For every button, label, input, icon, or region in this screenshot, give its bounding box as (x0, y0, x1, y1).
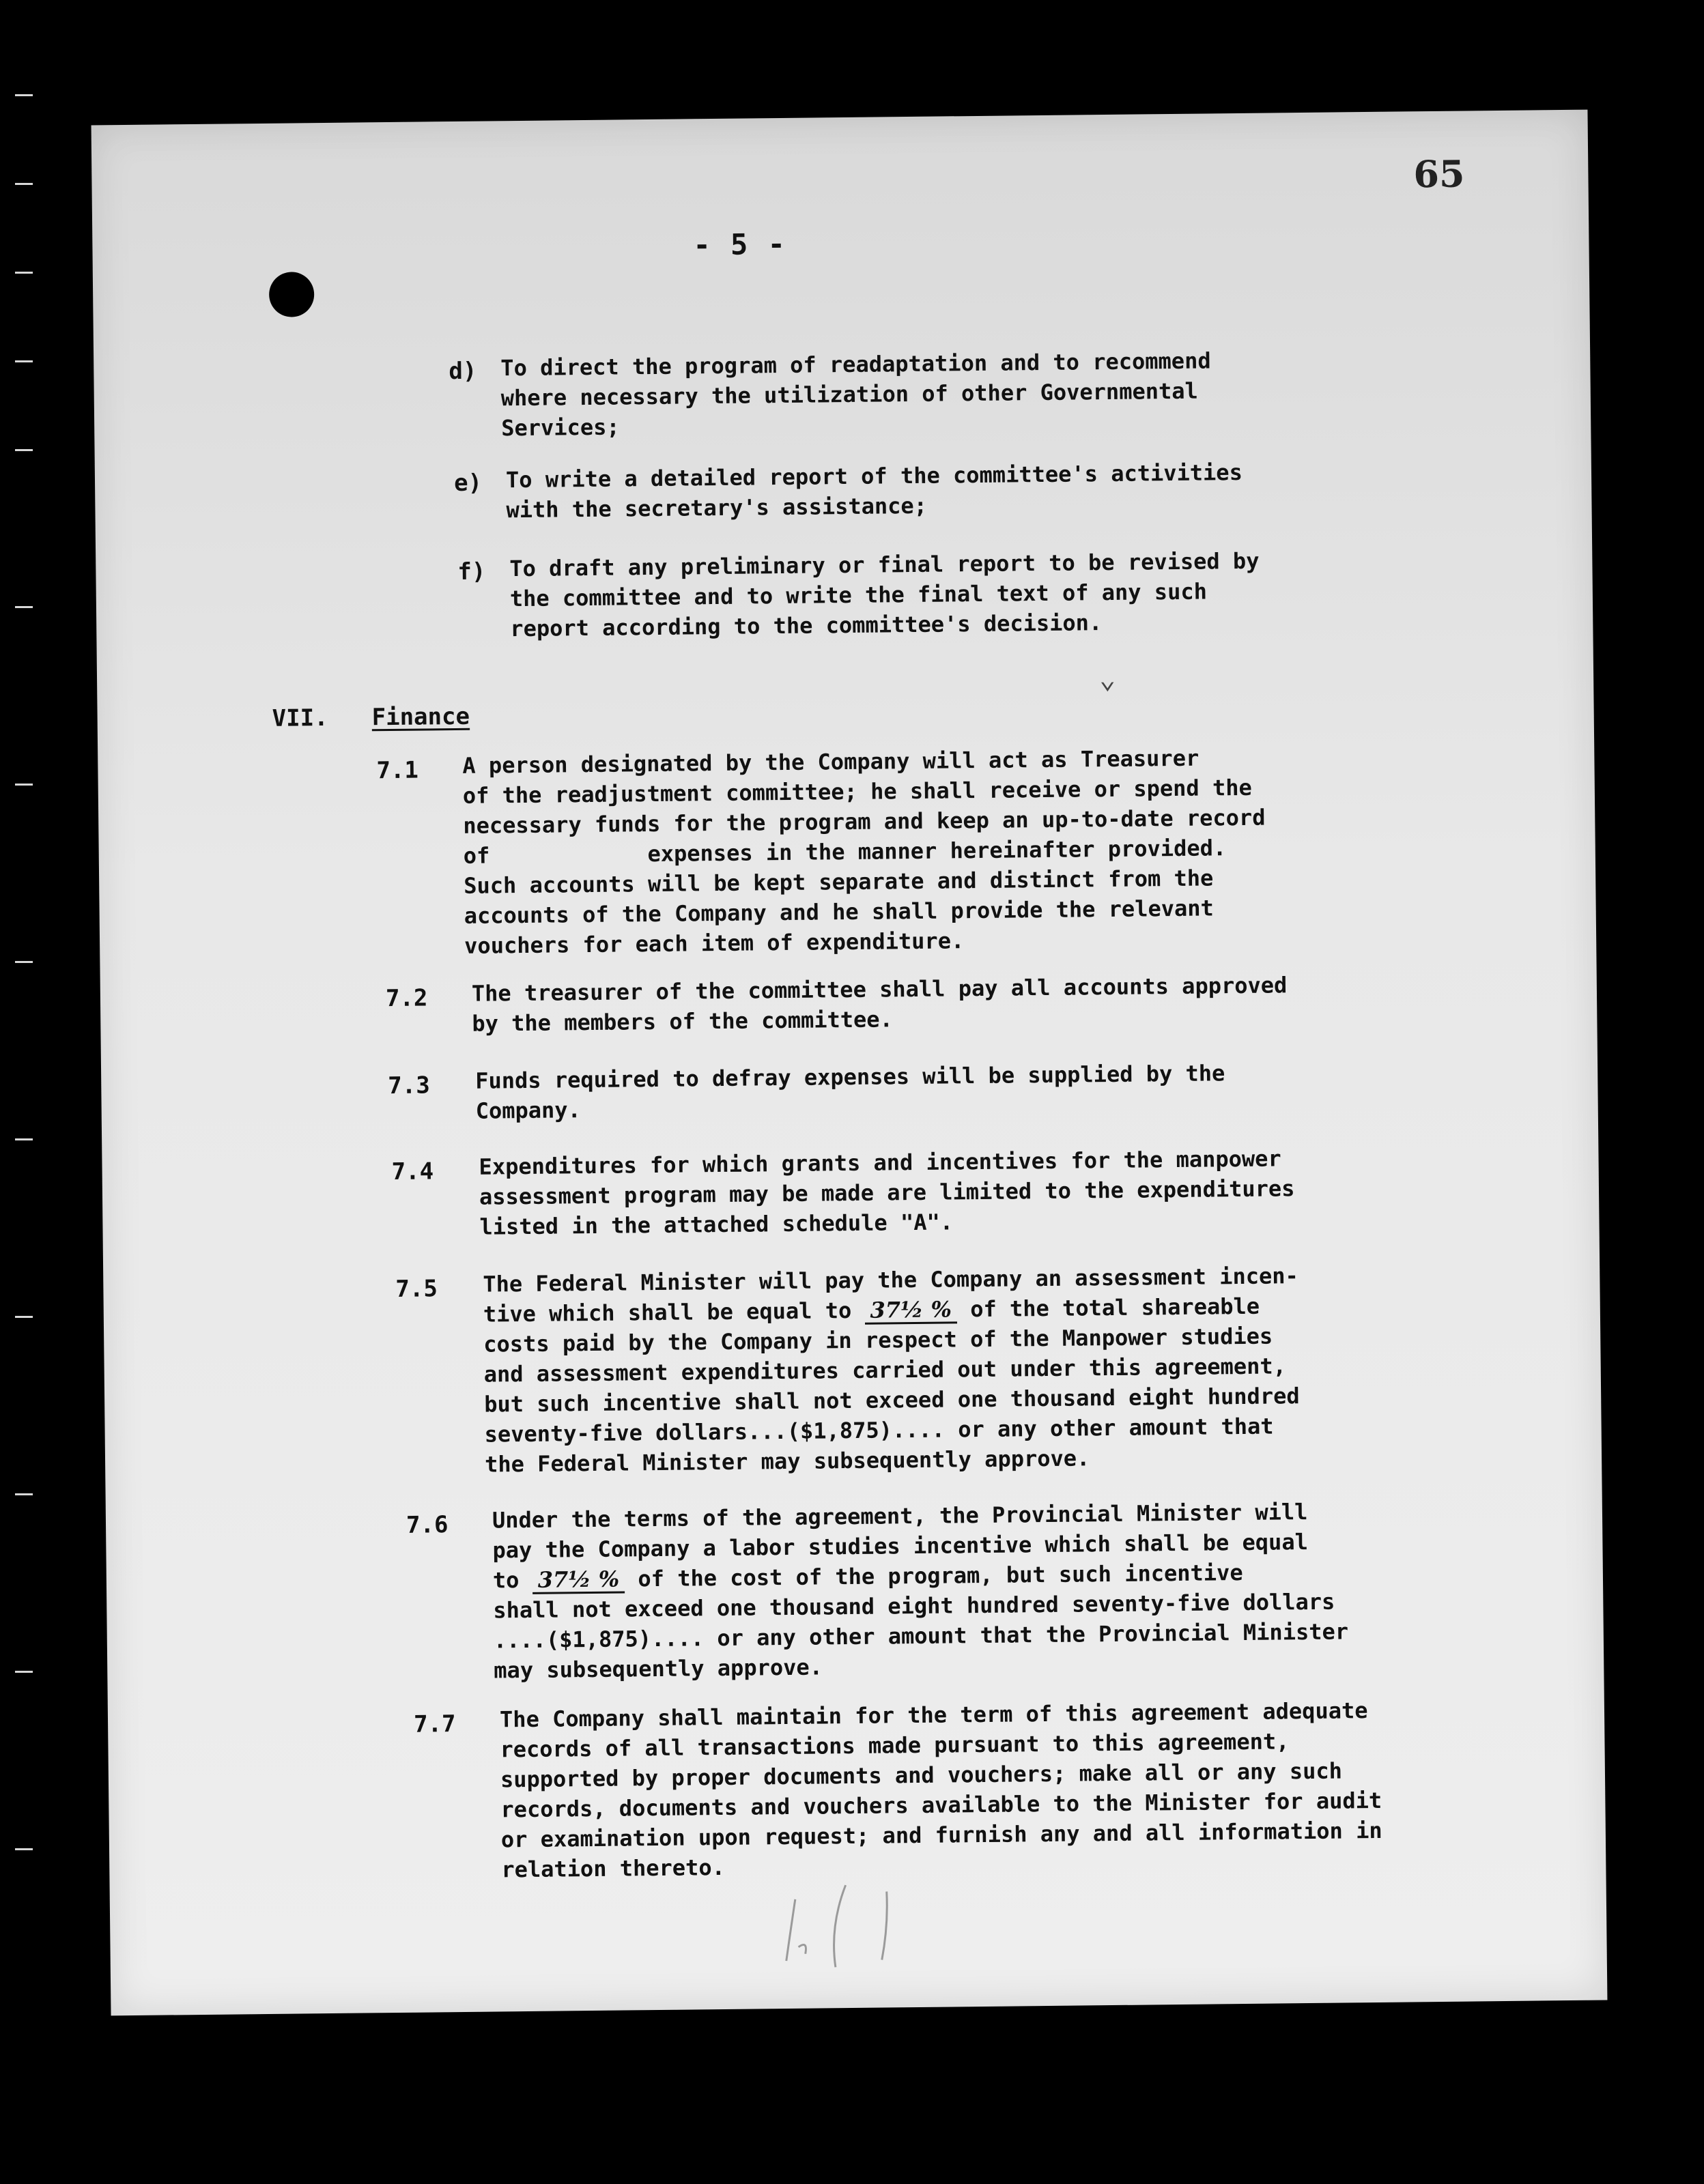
film-edge-mark (15, 1848, 33, 1850)
film-edge-mark (15, 606, 33, 608)
clause-text-7-2: The treasurer of the committee shall pay all accounts approved by the members of the committee. (471, 972, 1288, 1037)
clause-7-5-line: of the total shareable (956, 1293, 1260, 1323)
item-label-d: d) (449, 357, 477, 386)
clause-text-7-7: The Company shall maintain for the term of this agreement adequate records of all transactions made pursuant to this agreement, supported by proper documents and vouchers; make all or any such records, documents and vouchers available to the Minister for audit or examination upon request; and furnish any and all information in relation thereto. (499, 1697, 1382, 1883)
clause-number-7-4: 7.4 (391, 1158, 434, 1186)
document-page (91, 110, 1608, 2016)
clause-7-6-line: to (492, 1566, 532, 1594)
film-edge-mark (15, 183, 33, 185)
film-edge-mark (15, 961, 33, 963)
clause-7-5-line: The Federal Minister will pay the Company an assessment incen- (483, 1263, 1298, 1297)
clause-7-6-line: of the cost of the program, but such incentive (624, 1560, 1243, 1592)
item-label-e: e) (453, 469, 483, 498)
handwritten-percentage: 37½ % (532, 1566, 625, 1594)
clause-number-7-3: 7.3 (388, 1072, 430, 1100)
section-title: Finance (371, 702, 470, 732)
clause-text-7-5 (483, 1261, 1301, 1479)
clause-7-6-rest: shall not exceed one thousand eight hundred seventy-five dollars ....($1,875).... or any other amount that the Provincial Minister may subsequently approve. (493, 1588, 1349, 1684)
item-text-f: To draft any preliminary or final report to be revised by the committee and to write the final text of any such report according to the committee's decision. (509, 547, 1260, 642)
clause-number-7-1: 7.1 (376, 756, 419, 785)
item-label-f: f) (457, 558, 486, 586)
clause-number-7-5: 7.5 (395, 1275, 438, 1303)
film-edge-mark (15, 784, 33, 786)
clause-number-7-7: 7.7 (413, 1710, 456, 1738)
handwritten-percentage: 37½ % (864, 1297, 957, 1324)
section-number: VII. (272, 704, 328, 732)
film-edge-mark (15, 94, 33, 96)
clause-text-7-3: Funds required to defray expenses will be supplied by the Company. (475, 1060, 1225, 1124)
clause-7-5-line: tive which shall be equal to (483, 1297, 865, 1327)
handwritten-signature (771, 1871, 937, 1975)
check-mark-icon: ⌄ (1098, 663, 1116, 695)
film-edge-mark (15, 449, 33, 451)
film-edge-mark (15, 1138, 33, 1140)
film-edge-mark (15, 360, 33, 362)
stamp-page-number: 65 (1413, 152, 1465, 197)
item-text-d: To direct the program of readaptation and to recommend where necessary the utilization of other Governmental Services; (500, 347, 1211, 442)
item-text-e: To write a detailed report of the committee's activities with the secretary's assistance; (505, 459, 1243, 523)
clause-text-7-6 (492, 1496, 1349, 1685)
clause-text-7-1: A person designated by the Company will act as Treasurer of the readjustment committee; he shall receive or spend the necessary funds for the program and keep an up-to-date record of expenses in the manner hereinafter provided. Such accounts will be kept separate and distinct from the accounts of the Company and he shall provide the relevant vouchers for each item of expenditure. (462, 745, 1266, 959)
film-edge-mark (15, 1493, 33, 1495)
clause-text-7-4: Expenditures for which grants and incentives for the manpower assessment program may be made are limited to the expenditures listed in the attached schedule "A". (479, 1145, 1295, 1240)
film-edge-mark (15, 272, 33, 274)
punch-hole (269, 272, 315, 317)
film-edge-mark (15, 1316, 33, 1318)
film-edge-mark (15, 1671, 33, 1673)
page-number: - 5 - (693, 227, 787, 262)
clause-7-6-line: Under the terms of the agreement, the Provincial Minister will pay the Company a labor studies incentive which shall be equal (492, 1499, 1309, 1564)
clause-number-7-2: 7.2 (385, 984, 428, 1013)
clause-number-7-6: 7.6 (406, 1511, 449, 1539)
clause-7-5-rest: costs paid by the Company in respect of the Manpower studies and assessment expenditures carried out under this agreement, but such incentive shall not exceed one thousand eight hundred seventy-five dollars...($1,875).... or any other amount that the Federal Minister may subsequently approve. (483, 1323, 1300, 1478)
